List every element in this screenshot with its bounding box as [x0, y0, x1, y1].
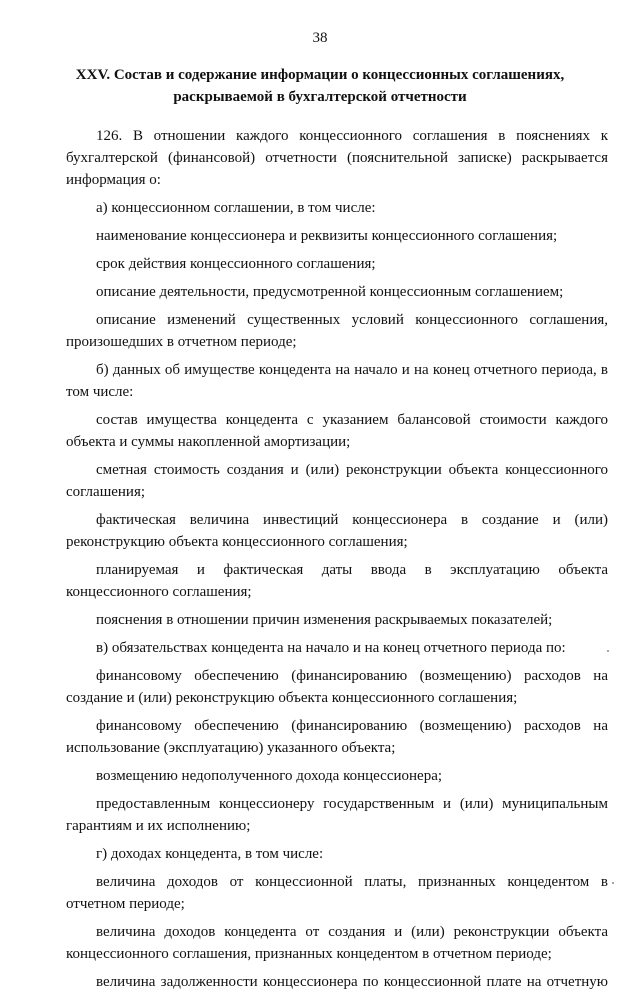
paragraph-continues: величина задолженности концессионера по концессионной плате на отчетную [96, 974, 608, 990]
page-number: 38 [312, 30, 328, 46]
paragraph-item-a: а) концессионном соглашении, в том числе: [96, 200, 376, 216]
scan-speck [607, 650, 609, 652]
body-text [66, 125, 608, 993]
paragraph: финансовому обеспечению (финансированию (возмещению) расходов на создание и (или) реконструкцию объекта концессионного соглашения; [66, 668, 608, 706]
paragraph: фактическая величина инвестиций концессионера в создание и (или) реконструкцию объекта концессионного соглашения; [66, 512, 608, 550]
paragraph-clause-126: 126. В отношении каждого концессионного соглашения в пояснениях к бухгалтерской (финансовой) отчетности (пояснительной записке) раскрывается информация о: [66, 128, 608, 188]
paragraph-item-v: в) обязательствах концедента на начало и на конец отчетного периода по: [96, 640, 566, 656]
scan-speck [612, 882, 614, 884]
paragraph: величина доходов концедента от создания и (или) реконструкции объекта концессионного соглашения, признанных концедентом в отчетном периоде; [66, 924, 608, 962]
section-heading [60, 64, 580, 108]
paragraph: состав имущества концедента с указанием балансовой стоимости каждого объекта и суммы накопленной амортизации; [66, 412, 608, 450]
paragraph: описание деятельности, предусмотренной концессионным соглашением; [96, 284, 564, 300]
paragraph: пояснения в отношении причин изменения раскрываемых показателей; [96, 612, 553, 628]
paragraph: наименование концессионера и реквизиты концессионного соглашения; [96, 228, 558, 244]
paragraph: величина доходов от концессионной платы, признанных концедентом в отчетном периоде; [66, 874, 608, 912]
paragraph: предоставленным концессионеру государственным и (или) муниципальным гарантиям и их исполнению; [66, 796, 608, 834]
paragraph: сметная стоимость создания и (или) реконструкции объекта концессионного соглашения; [66, 462, 608, 500]
section-heading-line-1: XXV. Состав и содержание информации о концессионных соглашениях, [75, 67, 565, 83]
paragraph-item-b: б) данных об имуществе концедента на начало и на конец отчетного периода, в том числе: [66, 362, 608, 400]
paragraph: возмещению недополученного дохода концессионера; [96, 768, 443, 784]
paragraph-item-g: г) доходах концедента, в том числе: [96, 846, 324, 862]
paragraph: срок действия концессионного соглашения; [96, 256, 376, 272]
paragraph: описание изменений существенных условий концессионного соглашения, произошедших в отчетном периоде; [66, 312, 608, 350]
paragraph: планируемая и фактическая даты ввода в эксплуатацию объекта концессионного соглашения; [66, 562, 608, 600]
paragraph: финансовому обеспечению (финансированию (возмещению) расходов на использование (эксплуатацию) указанного объекта; [66, 718, 608, 756]
section-heading-line-2: раскрываемой в бухгалтерской отчетности [173, 89, 467, 105]
